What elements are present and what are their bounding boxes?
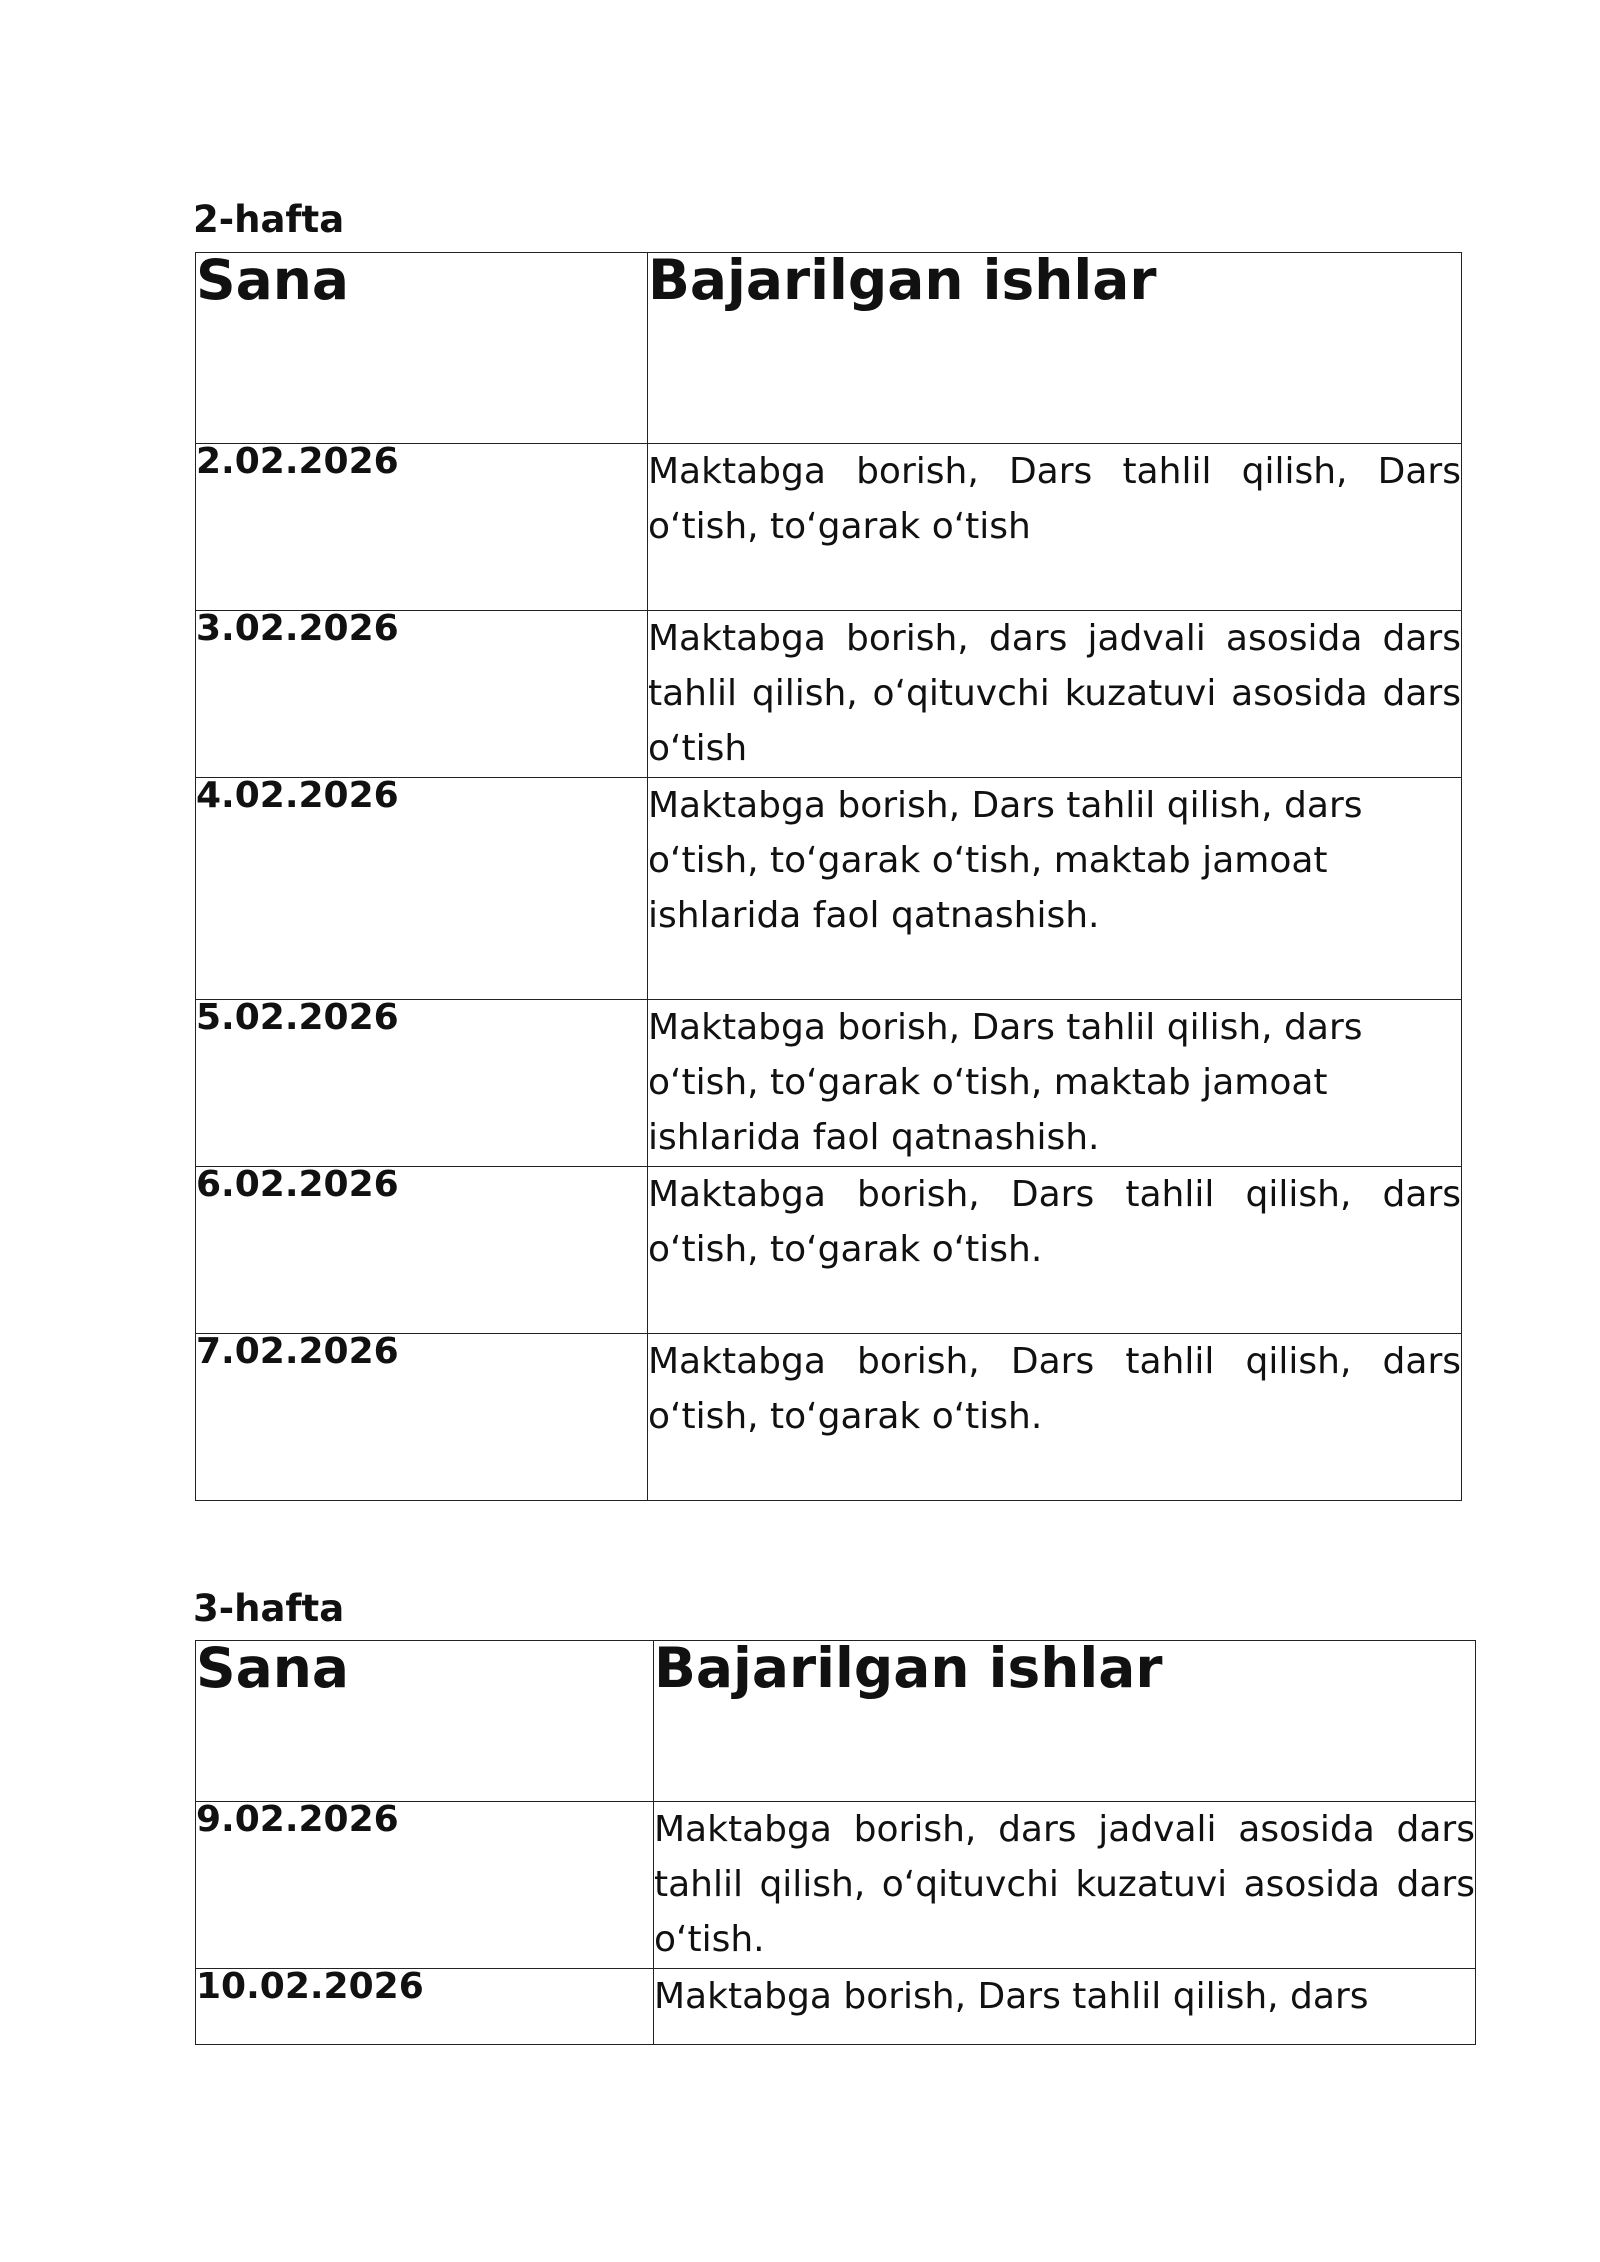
- date-cell: 4.02.2026: [196, 778, 648, 1000]
- date-cell: 3.02.2026: [196, 611, 648, 778]
- date-cell: 7.02.2026: [196, 1334, 648, 1501]
- table-row: [196, 1334, 1462, 1501]
- work-cell: Maktabga borish, dars jadvali asosida dars tahlil qilish, o‘qituvchi kuzatuvi asosida dars o‘tish.: [654, 1802, 1476, 1969]
- work-cell: Maktabga borish, dars jadvali asosida dars tahlil qilish, o‘qituvchi kuzatuvi asosida dars o‘tish: [648, 611, 1462, 778]
- date-cell: 9.02.2026: [196, 1802, 654, 1969]
- week-heading: 2-hafta: [193, 198, 345, 241]
- week-heading: 3-hafta: [193, 1587, 345, 1630]
- table-row: [196, 1802, 1476, 1969]
- date-cell: 10.02.2026: [196, 1969, 654, 2045]
- work-log-table: [195, 1636, 1476, 2045]
- work-log-table: [195, 248, 1462, 1501]
- table-row: [196, 1167, 1462, 1334]
- date-cell: 2.02.2026: [196, 444, 648, 611]
- column-header-date: Sana: [196, 253, 648, 444]
- table-row: [196, 611, 1462, 778]
- work-cell: Maktabga borish, Dars tahlil qilish, dars o‘tish, to‘garak o‘tish.: [648, 1167, 1462, 1334]
- table-header-row: [196, 253, 1462, 444]
- table-row: [196, 1000, 1462, 1167]
- date-cell: 6.02.2026: [196, 1167, 648, 1334]
- table-row: [196, 444, 1462, 611]
- work-cell: Maktabga borish, Dars tahlil qilish, dars: [654, 1969, 1476, 2045]
- work-cell: Maktabga borish, Dars tahlil qilish, dars o‘tish, to‘garak o‘tish, maktab jamoat ishlarida faol qatnashish.: [648, 778, 1462, 1000]
- column-header-work: Bajarilgan ishlar: [654, 1641, 1476, 1802]
- work-cell: Maktabga borish, Dars tahlil qilish, dars o‘tish, to‘garak o‘tish.: [648, 1334, 1462, 1501]
- table-row: [196, 778, 1462, 1000]
- table-header-row: [196, 1641, 1476, 1802]
- work-cell: Maktabga borish, Dars tahlil qilish, Dars o‘tish, to‘garak o‘tish: [648, 444, 1462, 611]
- date-cell: 5.02.2026: [196, 1000, 648, 1167]
- work-cell: Maktabga borish, Dars tahlil qilish, dars o‘tish, to‘garak o‘tish, maktab jamoat ishlarida faol qatnashish.: [648, 1000, 1462, 1167]
- column-header-work: Bajarilgan ishlar: [648, 253, 1462, 444]
- table-row: [196, 1969, 1476, 2045]
- column-header-date: Sana: [196, 1641, 654, 1802]
